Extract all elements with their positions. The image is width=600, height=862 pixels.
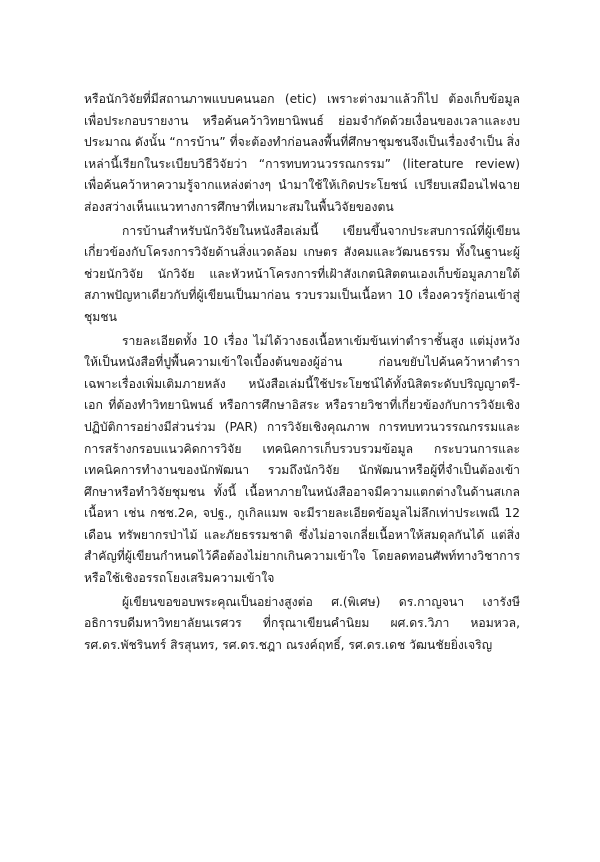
paragraph-1: หรือนักวิจัยที่มีสถานภาพแบบคนนอก (etic) เพราะต่างมาแล้วก็ไป ต้องเก็บข้อมูลเพื่อประกอบรายงาน หรือค้นคว้าวิทยานิพนธ์ ย่อมจำกัดด้วยเงื่อนของเวลาและงบประมาณ ดังนั้น “การบ้าน” ที่จะต้องทำก่อนลงพื้นที่ศึกษาชุมชนจึงเป็นเรื่องจำเป็น สิ่งเหล่านี้เรียกในระเบียบวิธีวิจัยว่า “การทบทวนวรรณกรรม” (literature review) เพื่อค้นคว้าหาความรู้จากแหล่งต่างๆ นำมาใช้ให้เกิดประโยชน์ เปรียบเสมือนไฟฉายส่องสว่างเห็นแนวทางการศึกษาที่เหมาะสมในพื้นวิจัยของตน xyxy=(84,92,520,214)
paragraph-4: ผู้เขียนขอขอบพระคุณเป็นอย่างสูงต่อ ศ.(พิเศษ) ดร.กาญจนา เงารังษี อธิการบดีมหาวิทยาลัยนเรศวร ที่กรุณาเขียนคำนิยม ผศ.ดร.วิภา หอมหวล, รศ.ดร.พัชรินทร์ สิรสุนทร, รศ.ดร.ชฎา ณรงค์ฤทธิ์, รศ.ดร.เดช วัฒนชัยยิ่งเจริญ xyxy=(84,594,520,652)
paragraph-2: การบ้านสำหรับนักวิจัยในหนังสือเล่มนี้ เขียนขึ้นจากประสบการณ์ที่ผู้เขียนเกี่ยวข้องกับโครงการวิจัยด้านสิ่งแวดล้อม เกษตร สังคมและวัฒนธรรม ทั้งในฐานะผู้ช่วยนักวิจัย นักวิจัย และหัวหน้าโครงการที่เฝ้าสังเกตนิสิตตนเองเก็บข้อมูลภายใต้สภาพปัญหาเดียวกับที่ผู้เขียนเป็นมาก่อน รวบรวมเป็นเนื้อหา 10 เรื่องควรรู้ก่อนเข้าสู่ชุมชน xyxy=(84,223,520,324)
body-text xyxy=(84,89,520,658)
paragraph-3: รายละเอียดทั้ง 10 เรื่อง ไม่ได้วางธงเนื้อหาเข้มข้นเท่าตำราชั้นสูง แต่มุ่งหวังให้เป็นหนังสือที่ปูพื้นความเข้าใจเบื้องต้นของผู้อ่าน ก่อนขยับไปค้นคว้าหาตำราเฉพาะเรื่องเพิ่มเติมภายหลัง หนังสือเล่มนี้ใช้ประโยชน์ได้ทั้งนิสิตระดับปริญญาตรี-เอก ที่ต้องทำวิทยานิพนธ์ หรือการศึกษาอิสระ หรือรายวิชาที่เกี่ยวข้องกับการวิจัยเชิงปฏิบัติการอย่างมีส่วนร่วม (PAR) การวิจัยเชิงคุณภาพ การทบทวนวรรณกรรมและการสร้างกรอบแนวคิดการวิจัย เทคนิคการเก็บรวบรวมข้อมูล กระบวนการและเทคนิคการทำงานของนักพัฒนา รวมถึงนักวิจัย นักพัฒนาหรือผู้ที่จำเป็นต้องเข้าศึกษาหรือทำวิจัยชุมชน ทั้งนี้ เนื้อหาภายในหนังสืออาจมีความแตกต่างในด้านสเกลเนื้อหา เช่น กชช.2ค, จปฐ., กูเกิลแมพ จะมีรายละเอียดข้อมูลไม่ลึกเท่าประเพณี 12 เดือน ทรัพยากรป่าไม้ และภัยธรรมชาติ ซึ่งไม่อาจเกลี่ยเนื้อหาให้สมดุลกันได้ แต่สิ่งสำคัญที่ผู้เขียนกำหนดไว้คือต้องไม่ยากเกินความเข้าใจ โดยลดทอนศัพท์ทางวิชาการ หรือใช้เชิงอรรถโยงเสริมความเข้าใจ xyxy=(84,333,520,586)
